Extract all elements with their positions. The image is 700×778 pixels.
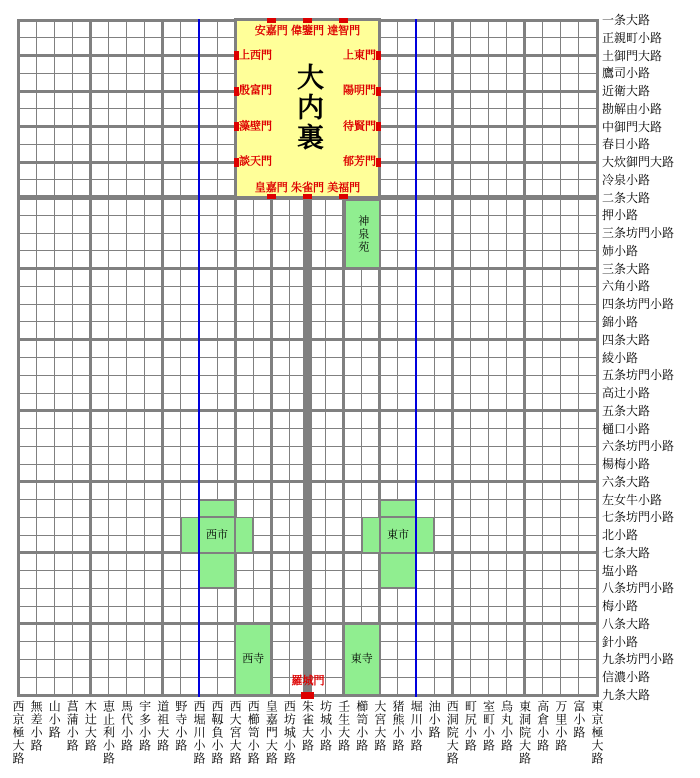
palace-gate-marker <box>234 51 239 60</box>
ew-street-label: 北小路 <box>602 528 639 543</box>
ew-street-label: 三条大路 <box>602 261 651 276</box>
palace-gate-label: 談天門 <box>239 155 272 168</box>
ew-street-label: 正親町小路 <box>602 30 663 45</box>
ns-street-label: 恵止利小路 <box>101 700 116 765</box>
palace-gate-marker <box>234 87 239 96</box>
ns-street-label: 東京極大路 <box>590 700 604 765</box>
west-market: 西市 <box>199 517 235 553</box>
ew-street-label: 五条大路 <box>602 403 651 418</box>
palace-gate-label: 皇嘉門 <box>254 182 288 194</box>
ew-street-label: 塩小路 <box>602 563 639 578</box>
palace-gate-marker <box>234 122 239 131</box>
palace-gate-label: 郁芳門 <box>343 155 376 168</box>
ew-street-label: 八条大路 <box>602 616 651 631</box>
east-market-outer <box>416 517 434 553</box>
ns-street-label: 木辻大路 <box>83 700 98 752</box>
ns-street-line <box>108 19 109 697</box>
shinsen-en-garden: 神泉苑 <box>345 200 381 268</box>
palace-gate-marker <box>339 194 348 199</box>
palace-gate-label: 達智門 <box>327 25 361 37</box>
ew-street-label: 七条大路 <box>602 545 651 560</box>
rajomon-gate-marker <box>301 692 314 699</box>
ns-street-label: 西京極大路 <box>11 700 25 765</box>
west-market-outer <box>181 517 199 553</box>
imperial-palace-daidairi <box>234 18 381 199</box>
ns-street-label: 坊城小路 <box>318 700 333 752</box>
east-market: 東市 <box>380 517 416 553</box>
palace-gate-marker <box>376 51 381 60</box>
palace-gate-label: 上西門 <box>239 49 272 61</box>
palace-gate-marker <box>303 194 312 199</box>
palace-gate-marker <box>303 18 312 23</box>
palace-gate-label: 待賢門 <box>343 120 376 133</box>
ns-street-line <box>470 19 471 697</box>
east-market-outer <box>380 500 416 518</box>
ns-street-line <box>161 19 164 697</box>
west-market-outer <box>199 553 235 589</box>
ns-street-line <box>89 19 92 697</box>
ns-street-line <box>451 19 454 697</box>
palace-gate-label: 殷富門 <box>239 84 272 97</box>
ns-street-label: 万里小路 <box>553 700 568 752</box>
ns-street-label: 西坊城小路 <box>282 700 297 765</box>
east-market-outer <box>362 517 380 553</box>
palace-gate-marker <box>267 194 276 199</box>
ew-street-label: 冷泉小路 <box>602 172 651 187</box>
ns-street-line <box>217 19 218 697</box>
ew-street-label: 六条坊門小路 <box>602 439 675 454</box>
ew-street-label: 春日小路 <box>602 137 651 152</box>
ns-street-line <box>144 19 145 697</box>
ew-street-label: 五条坊門小路 <box>602 368 675 383</box>
ns-street-line <box>596 19 599 697</box>
ew-street-label: 三条坊門小路 <box>602 226 675 241</box>
ew-street-label: 二条大路 <box>602 190 651 205</box>
ns-street-label: 西靱負小路 <box>210 700 225 765</box>
ew-street-label: 九条坊門小路 <box>602 652 675 667</box>
ns-street-line <box>397 19 398 697</box>
ew-street-label: 七条坊門小路 <box>602 510 675 525</box>
ew-street-label: 信濃小路 <box>602 670 651 685</box>
palace-gate-label: 安嘉門 <box>254 25 288 37</box>
ns-street-line <box>17 19 20 697</box>
ns-street-label: 猪熊小路 <box>390 700 405 752</box>
ew-street-label: 土御門大路 <box>602 48 663 63</box>
ns-street-label: 無差小路 <box>29 700 44 752</box>
ns-street-label: 馬代小路 <box>119 700 134 752</box>
ns-street-label: 野寺小路 <box>173 700 188 752</box>
ew-street-label: 錦小路 <box>602 314 639 329</box>
ew-street-label: 楊梅小路 <box>602 457 651 472</box>
ns-street-label: 室町小路 <box>481 700 496 752</box>
palace-gate-marker <box>376 122 381 131</box>
ew-street-label: 針小路 <box>602 634 639 649</box>
ns-street-line <box>180 19 181 697</box>
ns-street-line <box>54 19 55 697</box>
palace-gate-marker <box>234 158 239 167</box>
ew-street-label: 高辻小路 <box>602 386 651 401</box>
palace-gate-marker <box>376 87 381 96</box>
ns-street-label: 西洞院大路 <box>445 700 460 765</box>
ns-street-label: 高倉小路 <box>535 700 550 752</box>
ns-street-line <box>506 19 507 697</box>
ns-street-line <box>488 19 489 697</box>
palace-title: 大内裏 <box>293 63 323 153</box>
ew-street-label: 近衛大路 <box>602 84 651 99</box>
palace-gate-label: 朱雀門 <box>291 182 324 194</box>
east-temple: 東寺 <box>344 624 380 695</box>
ns-street-label: 道祖大路 <box>155 700 170 752</box>
ns-street-label: 富小路 <box>571 700 586 739</box>
ns-street-label: 西櫛笥小路 <box>246 700 261 765</box>
west-market-outer <box>235 517 253 553</box>
palace-gate-label: 上東門 <box>343 49 376 61</box>
ns-street-label: 大宮大路 <box>372 700 387 752</box>
palace-gate-label: 偉鑒門 <box>291 25 324 37</box>
rajomon-gate-label: 羅城門 <box>291 675 325 687</box>
palace-gate-marker <box>267 18 276 23</box>
ew-street-label: 勘解由小路 <box>602 101 663 116</box>
palace-gate-label: 美福門 <box>327 182 361 194</box>
palace-gate-label: 陽明門 <box>343 84 376 97</box>
ew-street-label: 一条大路 <box>602 13 651 27</box>
ns-street-label: 皇嘉門大路 <box>264 700 279 765</box>
ns-street-label: 山小路 <box>47 700 62 739</box>
west-temple: 西寺 <box>235 624 271 695</box>
ew-street-label: 九条大路 <box>602 688 651 702</box>
ew-street-label: 樋口小路 <box>602 421 651 436</box>
ew-street-label: 八条坊門小路 <box>602 581 675 596</box>
ns-street-line <box>126 19 127 697</box>
ns-street-label: 菖蒲小路 <box>65 700 80 752</box>
river-line <box>198 19 200 697</box>
ns-street-label: 西大宮大路 <box>228 700 243 765</box>
ns-street-line <box>434 19 435 697</box>
ew-street-label: 四条坊門小路 <box>602 297 675 312</box>
palace-gate-marker <box>339 18 348 23</box>
ns-street-line <box>560 19 561 697</box>
ew-street-label: 姉小路 <box>602 243 639 258</box>
ns-street-label: 烏丸小路 <box>499 700 514 752</box>
ns-street-line <box>578 19 579 697</box>
ew-street-label: 左女牛小路 <box>602 492 663 507</box>
ew-street-label: 綾小路 <box>602 350 639 365</box>
ew-street-label: 六角小路 <box>602 279 651 294</box>
palace-gate-marker <box>376 158 381 167</box>
ns-street-line <box>542 19 543 697</box>
palace-gate-label: 藻壁門 <box>239 120 272 133</box>
ew-street-label: 鷹司小路 <box>602 66 651 81</box>
ns-street-label: 櫛笥小路 <box>354 700 369 752</box>
ns-street-label: 堀川小路 <box>409 700 424 752</box>
ns-street-label: 宇多小路 <box>137 700 152 752</box>
ew-street-label: 大炊御門大路 <box>602 155 675 170</box>
ns-street-label: 油小路 <box>427 700 442 739</box>
ns-street-label: 壬生大路 <box>336 700 351 752</box>
ns-street-label: 朱雀大路 <box>300 700 315 752</box>
east-market-outer <box>380 553 416 589</box>
ns-street-label: 西堀川小路 <box>191 700 206 765</box>
ns-street-line <box>36 19 37 697</box>
ew-street-label: 六条大路 <box>602 474 651 489</box>
ew-street-label: 押小路 <box>602 208 639 223</box>
ew-street-label: 梅小路 <box>602 599 639 614</box>
ns-street-label: 町尻小路 <box>463 700 478 752</box>
ew-street-label: 四条大路 <box>602 332 651 347</box>
ns-street-line <box>72 19 73 697</box>
west-market-outer <box>199 500 235 518</box>
ew-street-label: 中御門大路 <box>602 119 663 134</box>
ns-street-line <box>523 19 526 697</box>
river-line <box>415 19 417 697</box>
ns-street-label: 東洞院大路 <box>517 700 532 765</box>
